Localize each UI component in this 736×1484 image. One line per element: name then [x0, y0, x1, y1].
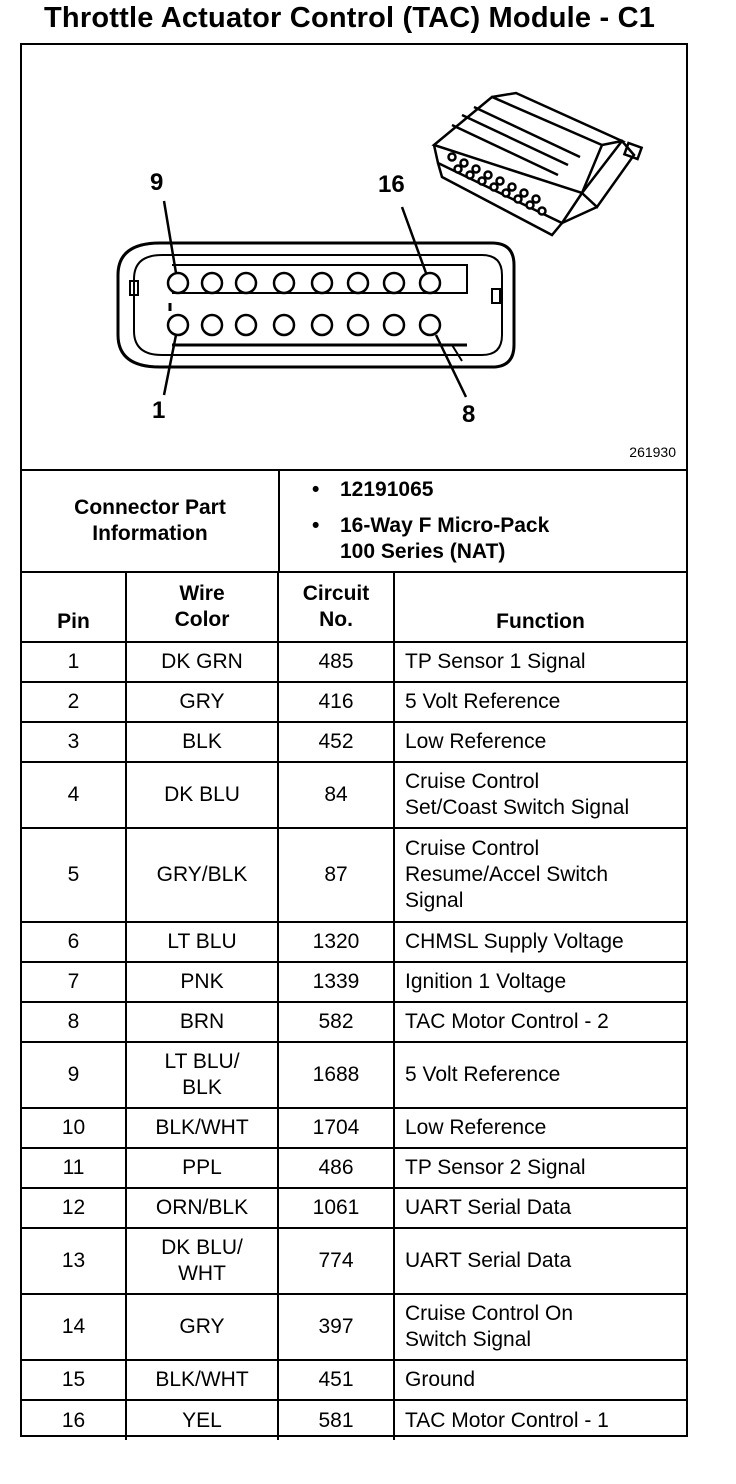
- wire-color: [126, 1002, 278, 1042]
- table-row: [22, 1148, 686, 1188]
- pin-table-header: [22, 572, 686, 642]
- function: [394, 642, 686, 682]
- function-line: TAC Motor Control - 1: [405, 1408, 609, 1432]
- function: [394, 962, 686, 1002]
- circuit-number: 416: [278, 682, 394, 722]
- pin-number: 6: [22, 922, 126, 962]
- function-line: TP Sensor 2 Signal: [405, 1156, 586, 1179]
- pin-number: 15: [22, 1360, 126, 1400]
- wire-color-line: BLK: [182, 730, 222, 753]
- function-line: Resume/Accel Switch: [405, 863, 609, 886]
- circuit-number: 1704: [278, 1108, 394, 1148]
- wire-color: [126, 1360, 278, 1400]
- pin-number: 1: [22, 642, 126, 682]
- wire-color: [126, 722, 278, 762]
- circuit-number: 485: [278, 642, 394, 682]
- table-row: [22, 762, 686, 828]
- table-row: [22, 1188, 686, 1228]
- pin-number: 5: [22, 828, 126, 922]
- function-line: Ignition 1 Voltage: [405, 970, 567, 993]
- wire-color: [126, 682, 278, 722]
- wire-color: [126, 922, 278, 962]
- function-line: Cruise Control On: [405, 1302, 574, 1325]
- wire-color-line: LT BLU: [167, 930, 237, 953]
- circuit-number: 1688: [278, 1042, 394, 1108]
- wire-color-line: DK BLU: [164, 783, 240, 806]
- function-line: Switch Signal: [405, 1328, 532, 1351]
- wire-color: [126, 1108, 278, 1148]
- wire-color-line: BLK/WHT: [155, 1116, 249, 1139]
- function-line: Low Reference: [405, 1116, 547, 1139]
- function: [394, 1294, 686, 1360]
- function-line: Signal: [405, 889, 464, 912]
- figure-id: 261930: [629, 444, 676, 460]
- bullet: •: [312, 514, 320, 537]
- wire-color-line: BLK: [182, 1076, 222, 1099]
- table-row: [22, 1002, 686, 1042]
- table-row: [22, 682, 686, 722]
- pin-number: 2: [22, 682, 126, 722]
- wire-color: [126, 1400, 278, 1440]
- pin-label-8: 8: [462, 401, 476, 428]
- pin-row-bottom: [168, 315, 440, 335]
- wire-color-line: GRY: [179, 690, 225, 713]
- pin-number: 16: [22, 1400, 126, 1440]
- wire-color-line: DK GRN: [161, 650, 243, 673]
- pin-number: 13: [22, 1228, 126, 1294]
- circuit-number: 1061: [278, 1188, 394, 1228]
- wire-color-line: LT BLU/: [164, 1050, 240, 1073]
- pin-number: 11: [22, 1148, 126, 1188]
- table-row: [22, 1294, 686, 1360]
- wire-color-line: BLK/WHT: [155, 1368, 249, 1391]
- table-row: [22, 922, 686, 962]
- wire-color: [126, 962, 278, 1002]
- circuit-number: 84: [278, 762, 394, 828]
- wire-color: [126, 642, 278, 682]
- circuit-number: 451: [278, 1360, 394, 1400]
- circuit-number: 1339: [278, 962, 394, 1002]
- connector-description: [312, 513, 682, 565]
- connector-description-line1: 16-Way F Micro-Pack: [340, 514, 550, 537]
- wire-color: [126, 1188, 278, 1228]
- header-function: Function: [394, 572, 686, 642]
- table-row: [22, 962, 686, 1002]
- function-line: UART Serial Data: [405, 1249, 572, 1272]
- table-row: [22, 1400, 686, 1440]
- bullet: •: [312, 478, 320, 501]
- connector-face-illustration: [22, 45, 686, 469]
- function: [394, 1188, 686, 1228]
- function: [394, 722, 686, 762]
- circuit-number: 452: [278, 722, 394, 762]
- wire-color-line: YEL: [182, 1408, 222, 1432]
- wire-color: [126, 1148, 278, 1188]
- function: [394, 1148, 686, 1188]
- circuit-number: 1320: [278, 922, 394, 962]
- connector-part-number: [312, 477, 682, 503]
- function-line: Cruise Control: [405, 770, 540, 793]
- function: [394, 828, 686, 922]
- function: [394, 1042, 686, 1108]
- function-line: Cruise Control: [405, 837, 540, 860]
- wire-color: [126, 1294, 278, 1360]
- header-circuit-no: Circuit No.: [278, 572, 394, 642]
- wire-color-line: ORN/BLK: [155, 1196, 249, 1219]
- table-row: [22, 1108, 686, 1148]
- page-title: Throttle Actuator Control (TAC) Module - C1: [44, 2, 656, 34]
- wire-color-line: GRY/BLK: [156, 863, 248, 886]
- function: [394, 682, 686, 722]
- function-line: CHMSL Supply Voltage: [405, 930, 624, 953]
- function-line: TAC Motor Control - 2: [405, 1010, 609, 1033]
- header-wire-color: Wire Color: [126, 572, 278, 642]
- wire-color-line: WHT: [178, 1262, 226, 1285]
- connector-info-label-line1: Connector Part: [74, 496, 226, 519]
- pin-number: 7: [22, 962, 126, 1002]
- function: [394, 1002, 686, 1042]
- circuit-number: 582: [278, 1002, 394, 1042]
- function-line: 5 Volt Reference: [405, 1063, 561, 1086]
- function: [394, 1360, 686, 1400]
- function: [394, 762, 686, 828]
- connector-info-values: [312, 477, 682, 565]
- connector-description-line2: 100 Series (NAT): [340, 540, 506, 563]
- info-divider: [278, 471, 280, 571]
- wire-color: [126, 762, 278, 828]
- connector-info-label-line2: Information: [92, 522, 208, 545]
- circuit-number: 774: [278, 1228, 394, 1294]
- pin-label-9: 9: [150, 169, 164, 196]
- connector-sheet: [20, 43, 688, 1437]
- pin-table: [22, 571, 686, 1440]
- table-row: [22, 828, 686, 922]
- wire-color-line: DK BLU/: [161, 1236, 243, 1259]
- pin-number: 8: [22, 1002, 126, 1042]
- wire-color-line: PPL: [182, 1156, 222, 1179]
- wire-color: [126, 1228, 278, 1294]
- wire-color-line: BRN: [179, 1010, 225, 1033]
- circuit-number: 581: [278, 1400, 394, 1440]
- function: [394, 1108, 686, 1148]
- connector-info-section: [22, 471, 686, 571]
- connector-3d-sketch: [434, 93, 642, 235]
- pin-number: 4: [22, 762, 126, 828]
- pin-label-1: 1: [152, 397, 166, 424]
- table-row: [22, 722, 686, 762]
- circuit-number: 397: [278, 1294, 394, 1360]
- connector-diagram: [22, 45, 686, 469]
- pin-number: 14: [22, 1294, 126, 1360]
- table-row: [22, 1360, 686, 1400]
- function-line: Set/Coast Switch Signal: [405, 796, 630, 819]
- table-row: [22, 1042, 686, 1108]
- function-line: Ground: [405, 1368, 476, 1391]
- table-row: [22, 1228, 686, 1294]
- pin-number: 3: [22, 722, 126, 762]
- connector-info-label: [22, 471, 278, 571]
- pin-label-16: 16: [378, 171, 405, 198]
- pin-table-body: [22, 642, 686, 1440]
- wire-color-line: PNK: [180, 970, 224, 993]
- table-row: [22, 642, 686, 682]
- wire-color: [126, 828, 278, 922]
- header-pin: Pin: [22, 572, 126, 642]
- circuit-number: 486: [278, 1148, 394, 1188]
- wire-color-line: GRY: [179, 1315, 225, 1338]
- function-line: TP Sensor 1 Signal: [405, 650, 586, 673]
- pin-number: 12: [22, 1188, 126, 1228]
- pin-number: 10: [22, 1108, 126, 1148]
- function: [394, 922, 686, 962]
- pin-number: 9: [22, 1042, 126, 1108]
- pin-row-top: [168, 273, 440, 293]
- function-line: UART Serial Data: [405, 1196, 572, 1219]
- function: [394, 1228, 686, 1294]
- wire-color: [126, 1042, 278, 1108]
- part-number-text: 12191065: [340, 478, 434, 501]
- function-line: 5 Volt Reference: [405, 690, 561, 713]
- function: [394, 1400, 686, 1440]
- function-line: Low Reference: [405, 730, 547, 753]
- circuit-number: 87: [278, 828, 394, 922]
- connector-face: [118, 243, 514, 367]
